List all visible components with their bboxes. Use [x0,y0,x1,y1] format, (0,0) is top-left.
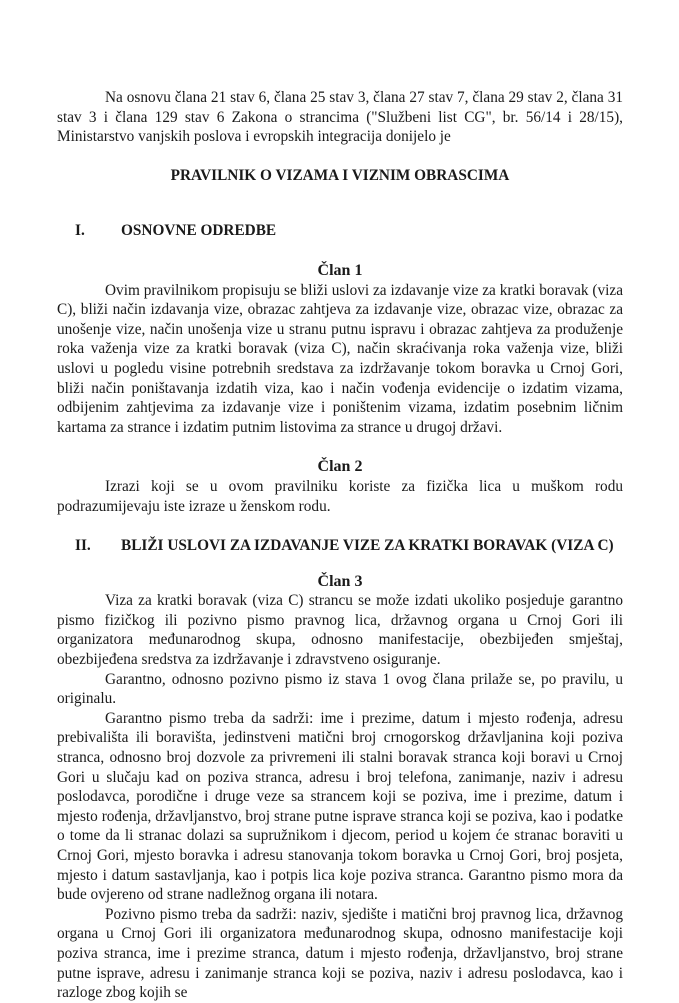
preamble-paragraph: Na osnovu člana 21 stav 6, člana 25 stav 3, člana 27 stav 7, člana 29 stav 2, člana 31 stav 3 i člana 129 stav 6 Zakona o strancima ("Službeni list CG", br. 56/14 i 28/15), Ministarstvo vanjskih poslova i evropskih integracija donijelo je [57,89,623,146]
article-1-paragraph-1: Ovim pravilnikom propisuju se bliži uslovi za izdavanje vize za kratki boravak (viza C), bliži način izdavanja vize, obrazac zahtjeva za izdavanje vize, obrazac vize, obrazac za unošenje vize, način unošenja vize u stranu putnu ispravu i obrazac zahtjeva za produženje roka važenja vize za kratki boravak (viza C), način skraćivanja roka važenja vize, bliži uslovi u pogledu visine potrebnih sredstava za izdržavanje tokom boravka u Crnoj Gori, bliži način poništavanja izdatih viza, kao i način vođenja evidencije o izdatim vizama, odbijenim zahtjevima za izdavanje vize i poništenim vizama, izdatim posebnim ličnim kartama za strance i izdatim putnim listovima za strance u drugoj državi. [57,281,623,436]
article-3-paragraph-4: Pozivno pismo treba da sadrži: naziv, sjedište i matični broj pravnog lica, državnog organa u Crnoj Gori ili organizatora međunarodnog skupa, odnosno manifestacije koji poziva stranca, ime i prezime stranca, datum i mjesto rođenja, državljanstvo, broj strane putne isprave, adresu i zanimanje stranca koji se poziva, naziv i adresu poslodavca, kao i razloge zbog kojih se [57,905,623,1002]
document-page [57,88,623,1003]
article-3-paragraph-1: Viza za kratki boravak (viza C) strancu se može izdati ukoliko posjeduje garantno pismo fizičkog ili pozivno pismo pravnog lica, državnog organa u Crnoj Gori ili organizatora međunarodnog skupa, odnosno manifestacije, obezbijeđen smještaj, obezbijeđena sredstva za izdržavanje i zdravstveno osiguranje. [57,592,623,669]
section-title: BLIŽI USLOVI ZA IZDAVANJE VIZE ZA KRATKI BORAVAK (VIZA C) [121,537,614,555]
article-3-paragraph-2: Garantno, odnosno pozivno pismo iz stava 1 ovog člana prilaže se, po pravilu, u originalu. [57,670,623,708]
article-3-paragraph-3: Garantno pismo treba da sadrži: ime i prezime, datum i mjesto rođenja, adresu prebivališta ili boravišta, jedinstveni matični broj crnogorskog državljanina koji poziva stranca, odnosno broj dozvole za privremeni ili stalni boravak stranca koji boravi u Crnoj Gori u slučaju kad on poziva stranca, adresu i broj telefona, zanimanje, naziv i adresu poslodavca, porodične i druge veze sa strancem koji se poziva, ime i prezime, datum i mjesto rođenja, državljanstvo, broj strane putne isprave stranca koji se poziva, kao i podatke o tome da li stranac dolazi sa supružnikom i djecom, period u kojem će stranac boraviti u Crnoj Gori, mjesto boravka i adresu stanovanja tokom boravka u Crnoj Gori, broj posjeta, mjesto i datum sastavljanja, kao i potpis lica koje poziva stranca. Garantno pismo mora da bude ovjereno od strane nadležnog organa ili notara. [57,709,623,904]
article-heading-2: Član 2 [317,458,363,476]
section-title: OSNOVNE ODREDBE [121,222,277,240]
spacer [57,437,623,457]
section-heading-2 [57,536,623,556]
article-2-paragraph-1: Izrazi koji se u ovom pravilniku koriste za fizička lica u muškom rodu podrazumijevaju iste izraze u ženskom rodu. [57,477,623,515]
section-number: II. [75,537,91,555]
section-number: I. [75,222,85,240]
article-heading-3: Član 3 [317,572,363,590]
section-heading-1 [57,221,623,241]
document-title: PRAVILNIK O VIZAMA I VIZNIM OBRASCIMA [170,166,510,184]
article-heading-1: Član 1 [317,261,363,279]
